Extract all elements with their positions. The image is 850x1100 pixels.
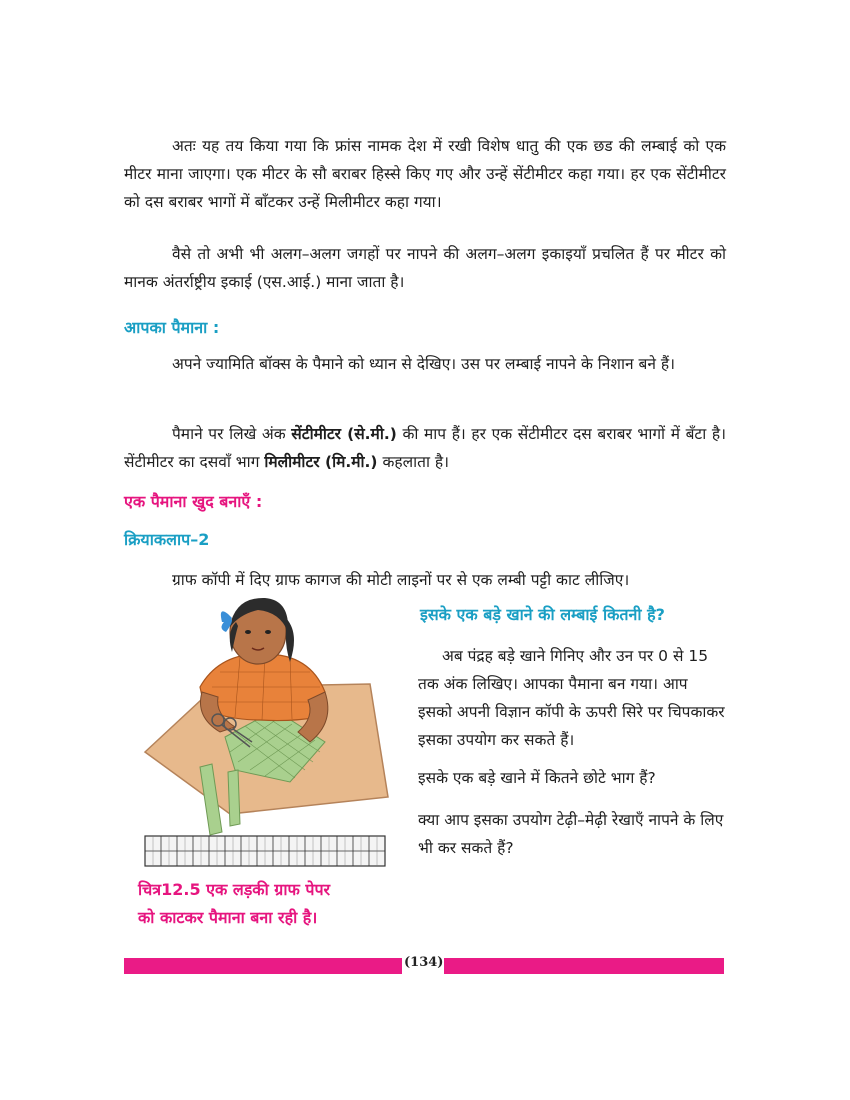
term-centimeter: सेंटीमीटर (से.मी.) — [291, 425, 397, 443]
question-curved-lines: क्या आप इसका उपयोग टेढ़ी–मेढ़ी रेखाएँ नापने के लिए भी कर सकते हैं? — [418, 811, 724, 857]
p4-text-c: की माप हैं। हर एक सेंटीमीटर दस बराबर भागों में बँटा है। सेंटीमीटर का दसवाँ भाग — [124, 425, 726, 471]
p4-text-a: पैमाने पर लिखे अंक — [172, 425, 286, 443]
question-small-parts: इसके एक बड़े खाने में कितने छोटे भाग हैं? — [418, 769, 656, 787]
footer-bar-left — [124, 958, 402, 974]
paragraph-meter-definition: अतः यह तय किया गया कि फ्रांस नामक देश में रखी विशेष धातु की एक छड की लम्बाई को एक मीटर माना जाएगा। एक मीटर के सौ बराबर हिस्से किए गए और उन्हें सेंटीमीटर कहा गया। हर एक सेंटीमीटर को दस बराबर भागों में बाँटकर उन्हें मिलीमीटर कहा गया। — [124, 137, 726, 211]
paragraph-geometry-box: अपने ज्यामिति बॉक्स के पैमाने को ध्यान से देखिए। उस पर लम्बाई नापने के निशान बने हैं। — [172, 355, 675, 373]
paragraph-count-boxes: अब पंद्रह बड़े खाने गिनिए और उन पर 0 से 15 तक अंक लिखिए। आपका पैमाना बन गया। आप इसको अपनी विज्ञान कॉपी के ऊपरी सिरे पर चिपकाकर इसका उपयोग कर सकते हैं। — [418, 647, 725, 749]
p4-text-e: कहलाता है। — [382, 453, 449, 471]
paragraph-centimeter-millimeter — [124, 420, 726, 476]
figure-caption — [138, 876, 388, 932]
paragraph-si-unit: वैसे तो अभी भी अलग–अलग जगहों पर नापने की अलग–अलग इकाइयाँ प्रचलित हैं पर मीटर को मानक अंतर्राष्ट्रीय इकाई (एस.आई.) माना जाता है। — [124, 245, 726, 291]
caption-line-1: चित्र12.5 एक लड़की ग्राफ पेपर — [138, 880, 331, 899]
paragraph-cut-strip: ग्राफ कॉपी में दिए ग्राफ कागज की मोटी लाइनों पर से एक लम्बी पट्टी काट लीजिए। — [172, 571, 630, 589]
heading-make-scale: एक पैमाना खुद बनाएँ : — [124, 492, 263, 511]
girl-cutting-graph-paper-illustration — [140, 592, 390, 870]
term-millimeter: मिलीमीटर (मि.मी.) — [264, 453, 378, 471]
question-big-box-length: इसके एक बड़े खाने की लम्बाई कितनी है? — [420, 605, 665, 624]
page-number: (134) — [404, 955, 444, 970]
heading-your-scale: आपका पैमाना : — [124, 318, 220, 337]
footer-bar-right — [444, 958, 724, 974]
heading-activity-2: क्रियाकलाप–2 — [124, 530, 210, 549]
caption-line-2: को काटकर पैमाना बना रही है। — [138, 908, 318, 927]
